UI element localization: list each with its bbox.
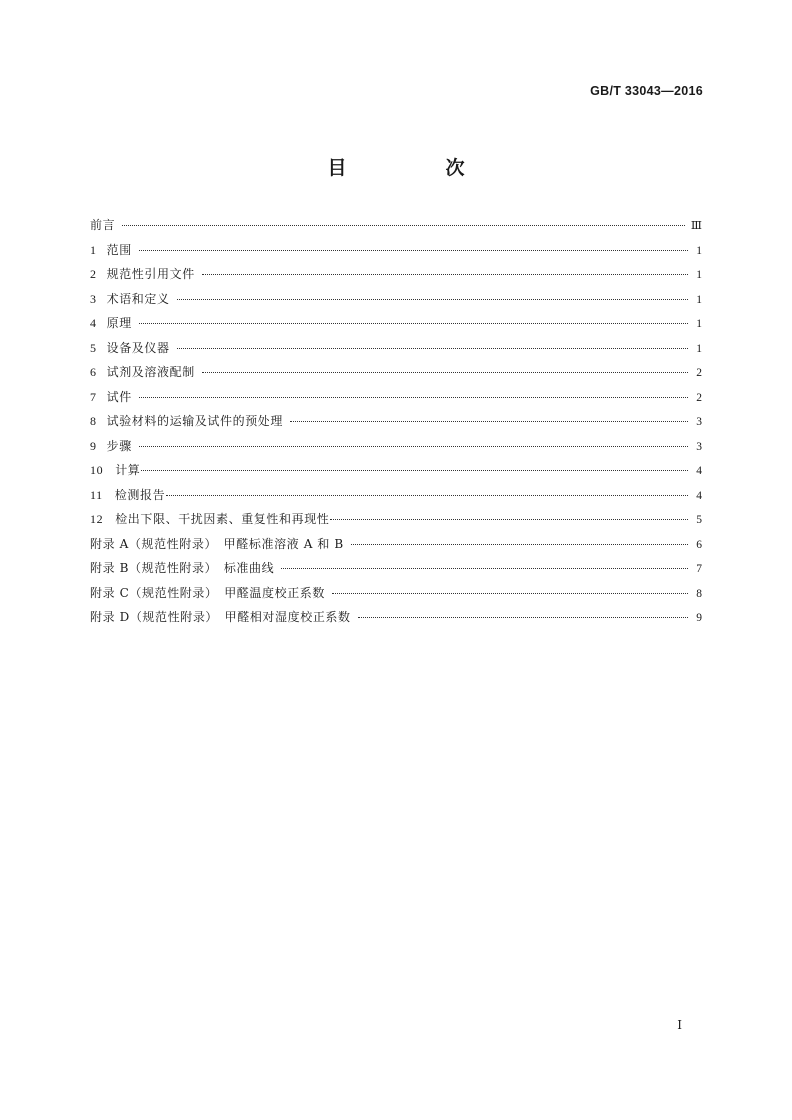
page-title: 目 次 [327,157,505,179]
toc-entry-number: 8 [90,414,97,428]
standard-code: GB/T 33043—2016 [590,84,703,98]
toc-entry-label: 范围 [106,242,132,257]
toc-dot-leader [139,445,688,447]
toc-page-number: 7 [696,563,702,575]
toc-page-number: 1 [696,342,702,355]
toc-entry-foreword[interactable] [90,213,702,238]
toc-dot-leader [139,249,688,251]
toc-entry-label: 规范性引用文件 [106,267,195,281]
toc-page-number: 1 [696,269,702,281]
toc-entry-label: 检出下限、干扰因素、重复性和再现性 [115,512,330,526]
table-of-contents [90,213,702,630]
toc-entry-3[interactable] [90,287,702,312]
page-folio: Ⅰ [677,1018,682,1032]
toc-page-number: 1 [696,244,702,257]
toc-page-number: Ⅲ [690,220,702,232]
toc-entry-number: 10 [90,463,104,477]
toc-dot-leader [202,273,688,275]
toc-dot-leader [332,592,688,594]
toc-entry-label: 计算 [115,463,141,477]
toc-dot-leader [202,371,688,373]
toc-entry-number: 4 [90,316,97,330]
toc-entry-12[interactable] [90,507,702,532]
toc-entry-label: 试验材料的运输及试件的预处理 [106,414,284,428]
toc-entry-2[interactable] [90,262,702,287]
toc-dot-leader [139,322,688,324]
toc-page-number: 1 [696,293,702,306]
toc-dot-leader [358,616,688,618]
toc-entry-7[interactable] [90,385,702,410]
toc-entry-label: 步骤 [106,438,132,453]
toc-page-number: 4 [696,465,702,477]
toc-entry-label: 附录 C（规范性附录） 甲醛温度校正系数 [90,585,325,600]
toc-entry-number: 5 [90,340,97,355]
toc-entry-annex-c[interactable] [90,581,702,606]
toc-page-number: 4 [696,489,702,502]
toc-entry-number: 11 [90,487,103,502]
toc-entry-label: 附录 B（规范性附录） 标准曲线 [90,561,275,575]
toc-dot-leader [122,224,685,226]
toc-entry-9[interactable] [90,434,702,459]
toc-dot-leader [177,298,688,300]
toc-entry-8[interactable] [90,409,702,434]
toc-entry-label: 术语和定义 [106,291,170,306]
toc-dot-leader [351,543,688,545]
toc-entry-label: 设备及仪器 [106,340,170,355]
toc-entry-number: 12 [90,512,104,526]
toc-entry-label: 附录 D（规范性附录） 甲醛相对湿度校正系数 [90,610,351,624]
toc-page-number: 3 [696,416,702,428]
toc-entry-label: 前言 [90,218,116,232]
toc-entry-11[interactable] [90,483,702,508]
toc-entry-number: 2 [90,267,97,281]
toc-page-number: 1 [696,318,702,330]
toc-dot-leader [290,420,688,422]
toc-entry-number: 3 [90,291,97,306]
toc-dot-leader [177,347,688,349]
toc-entry-label: 原理 [106,316,132,330]
toc-entry-number: 9 [90,438,97,453]
toc-entry-1[interactable] [90,238,702,263]
toc-entry-annex-b[interactable] [90,556,702,581]
toc-entry-label: 检测报告 [114,487,166,502]
toc-dot-leader [166,494,688,496]
toc-page-number: 3 [696,440,702,453]
toc-entry-6[interactable] [90,360,702,385]
toc-page-number: 6 [696,538,702,551]
toc-entry-number: 1 [90,242,97,257]
toc-page-number: 2 [696,391,702,404]
toc-dot-leader [281,567,688,569]
toc-entry-annex-d[interactable] [90,605,702,630]
toc-page-number: 5 [696,514,702,526]
toc-entry-label: 试剂及溶液配制 [106,365,195,379]
toc-entry-label: 试件 [106,389,132,404]
toc-entry-annex-a[interactable] [90,532,702,557]
toc-page-number: 8 [696,587,702,600]
toc-entry-number: 7 [90,389,97,404]
toc-dot-leader [141,469,688,471]
toc-page-number: 9 [696,612,702,624]
toc-entry-5[interactable] [90,336,702,361]
toc-entry-label: 附录 A（规范性附录） 甲醛标准溶液 A 和 B [90,536,344,551]
toc-dot-leader [330,518,688,520]
toc-dot-leader [139,396,688,398]
toc-entry-number: 6 [90,365,97,379]
toc-entry-4[interactable] [90,311,702,336]
toc-entry-10[interactable] [90,458,702,483]
toc-page-number: 2 [696,367,702,379]
